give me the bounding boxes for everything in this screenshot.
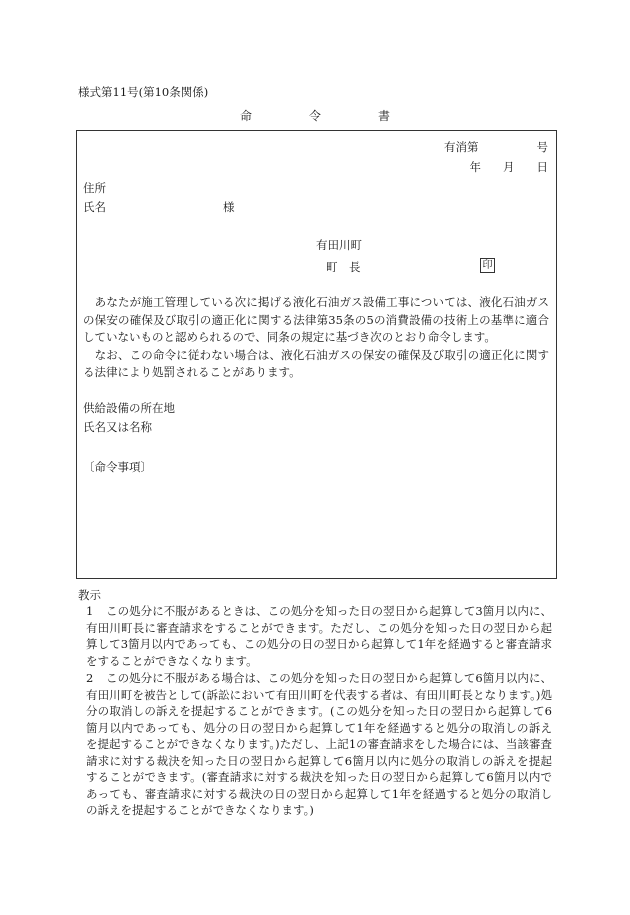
order-items-label: 〔命令事項〕 <box>83 460 152 474</box>
form-code: 様式第11号(第10条関係) <box>78 85 209 99</box>
owner-name-label: 氏名又は名称 <box>83 420 152 434</box>
site-location-label: 供給設備の所在地 <box>83 401 175 415</box>
notice-text: この処分に不服があるときは、この処分を知った日の翌日から起算して3箇月以内に、有田川町長に審査請求をすることができます。ただし、この処分を知った日の翌日から起算して3箇月以内であっても、この処分の日の翌日から起算して1年を経過すると審査請求をすることができなくなります。 <box>86 604 552 668</box>
body-paragraph: なお、この命令に従わない場合は、液化石油ガスの保安の確保及び取引の適正化に関する法律により処罰されることがあります。 <box>83 347 549 379</box>
reference-suffix: 号 <box>536 140 548 154</box>
seal-mark: 印 <box>480 258 495 273</box>
recipient-name-row <box>83 199 235 215</box>
name-label: 氏名 <box>83 200 106 214</box>
notice-item <box>86 603 552 669</box>
title-char: 命 <box>240 109 253 123</box>
notice-number: 1 <box>86 604 94 618</box>
issue-date <box>470 159 549 175</box>
notice-number: 2 <box>86 671 94 685</box>
title-char: 書 <box>377 109 390 123</box>
reference-number <box>444 139 548 155</box>
issuer-town: 有田川町 <box>316 238 362 252</box>
notice-item <box>86 670 552 819</box>
order-form-box <box>76 130 557 579</box>
title-char: 令 <box>308 109 321 123</box>
notice-label: 教示 <box>78 588 101 602</box>
issuer-title: 町 長 <box>326 260 361 274</box>
notice-text: この処分に不服がある場合は、この処分を知った日の翌日から起算して6箇月以内に、有田川町を被告として(訴訟において有田川町を代表する者は、有田川町長となります。)処分の取消しの訴えを提起することができます。(この処分を知った日の翌日から起算して6箇月以内であっても、処分の日の翌日から起算して1年を経過すると処分の取消しの訴えを提起することができなくなります。)ただし、上記1の審査請求をした場合には、当該審査請求に対する裁決を知った日の翌日から起算して6箇月以内に処分の取消しの訴えを提起することができます。(審査請求に対する裁決を知った日の翌日から起算して6箇月以内であっても、審査請求に対する裁決の日の翌日から起算して1年を経過すると処分の取消しの訴えを提起することができなくなります。) <box>86 671 552 817</box>
date-month: 月 <box>503 160 515 174</box>
date-day: 日 <box>536 160 548 174</box>
body-paragraph: あなたが施工管理している次に掲げる液化石油ガス設備工事については、液化石油ガスの保安の確保及び取引の適正化に関する法律第35条の5の消費設備の技術上の基準に適合していないものと認められるので、同条の規定に基づき次のとおり命令します。 <box>83 295 549 344</box>
document-title <box>240 107 390 124</box>
body-text <box>83 294 549 382</box>
honorific: 様 <box>223 200 235 214</box>
address-label: 住所 <box>83 181 106 195</box>
date-year: 年 <box>469 160 481 174</box>
reference-prefix: 有消第 <box>444 140 479 154</box>
